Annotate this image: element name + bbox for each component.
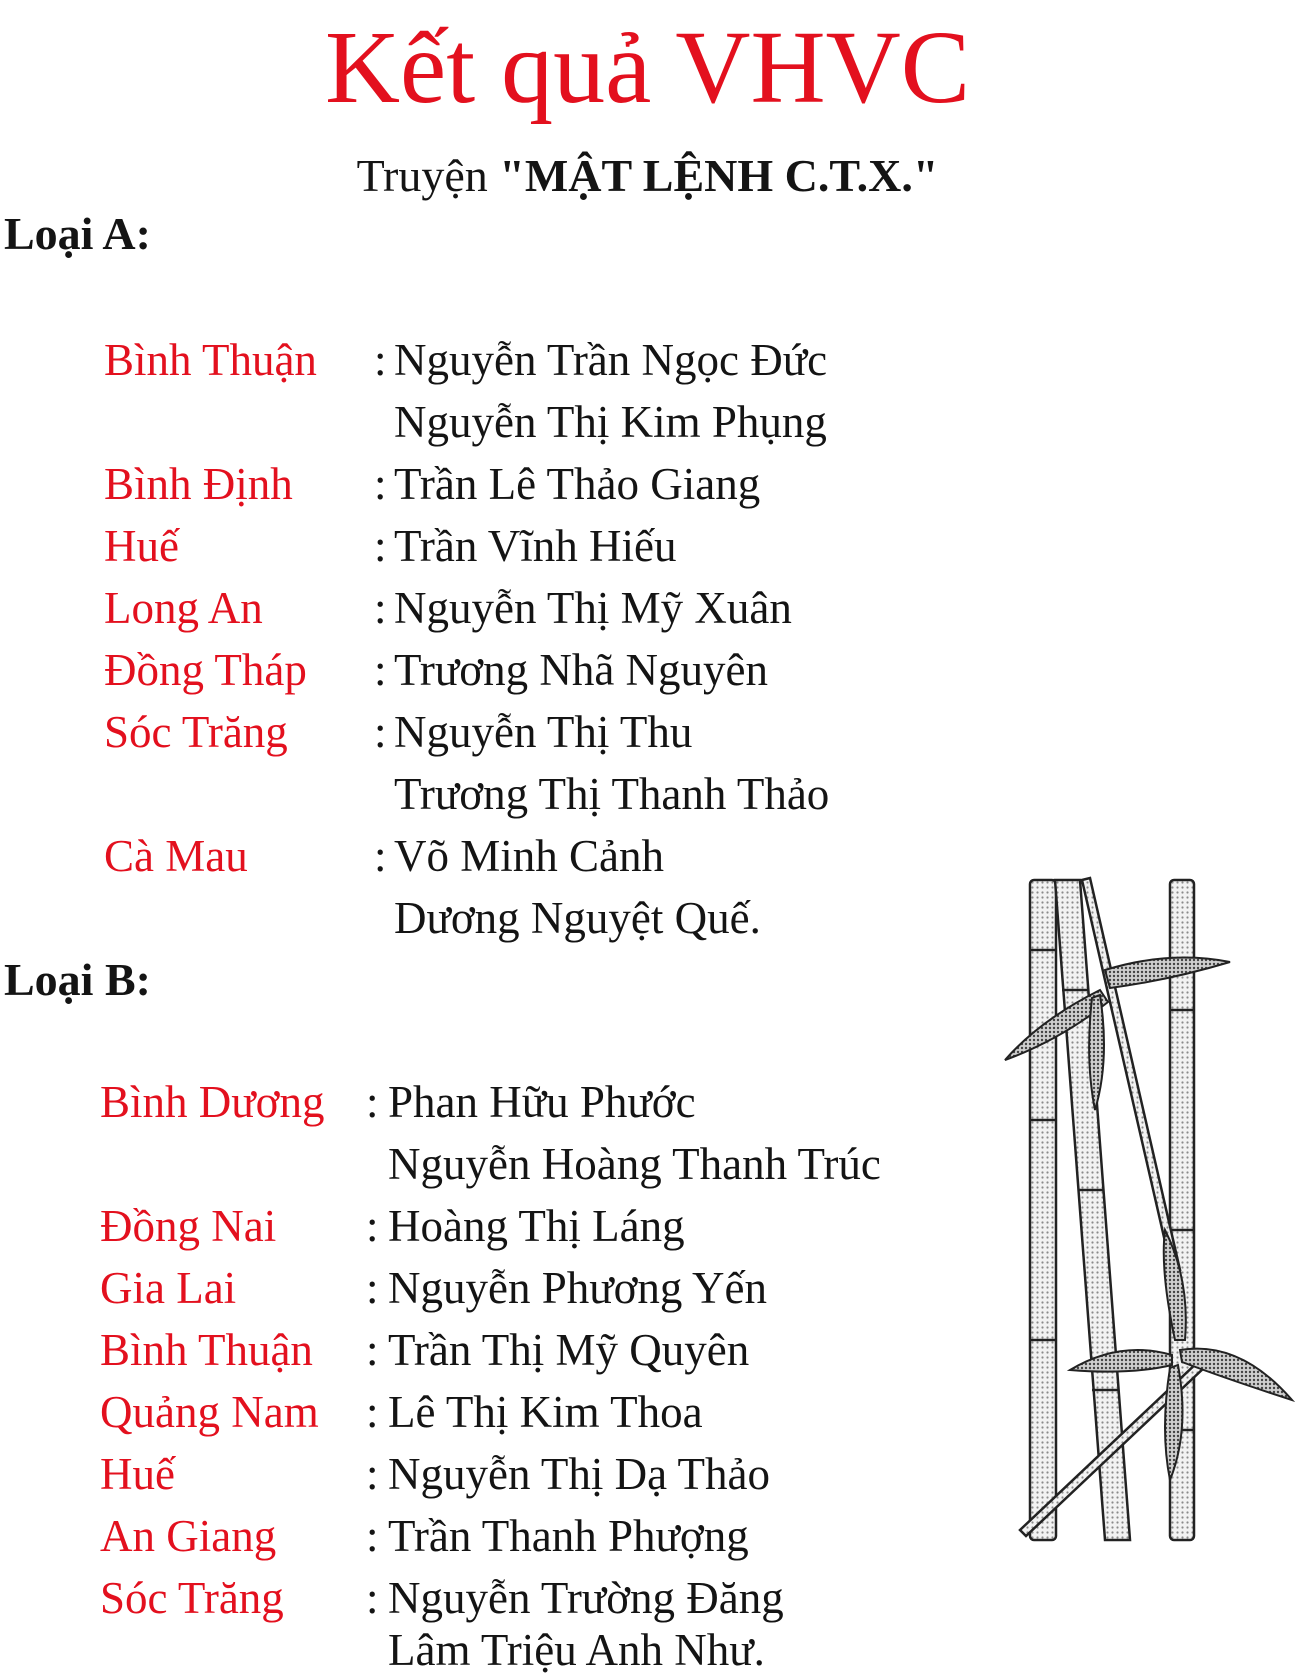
province-name: Bình Thuận	[100, 1325, 313, 1375]
page-title: Kết quả VHVC	[324, 10, 971, 125]
province-name: Long An	[104, 583, 263, 633]
section-heading-a: Loại A:	[4, 208, 151, 259]
winner-name: Dương Nguyệt Quế.	[394, 893, 761, 943]
separator-colon: :	[366, 1573, 379, 1623]
winner-name: Nguyễn Hoàng Thanh Trúc	[388, 1139, 881, 1189]
province-name: Huế	[104, 521, 179, 571]
winner-name: Trần Lê Thảo Giang	[394, 459, 761, 509]
province-name: Gia Lai	[100, 1263, 237, 1313]
separator-colon: :	[374, 583, 387, 633]
winner-name: Lâm Triệu Anh Như.	[388, 1625, 765, 1675]
province-name: Bình Thuận	[104, 335, 317, 385]
separator-colon: :	[366, 1387, 379, 1437]
province-name: Bình Định	[104, 459, 293, 509]
separator-colon: :	[366, 1077, 379, 1127]
separator-colon: :	[366, 1201, 379, 1251]
winner-name: Nguyễn Thị Mỹ Xuân	[394, 583, 792, 633]
separator-colon: :	[366, 1449, 379, 1499]
winner-name: Nguyễn Thị Kim Phụng	[394, 397, 827, 447]
winner-name: Phan Hữu Phước	[388, 1077, 696, 1127]
winner-name: Nguyễn Trần Ngọc Đức	[394, 335, 828, 385]
separator-colon: :	[374, 459, 387, 509]
winner-name: Nguyễn Phương Yến	[388, 1263, 767, 1313]
winner-name: Hoàng Thị Láng	[388, 1201, 685, 1251]
province-name: Sóc Trăng	[104, 707, 288, 757]
separator-colon: :	[366, 1263, 379, 1313]
winner-name: Nguyễn Thị Dạ Thảo	[388, 1449, 771, 1499]
story-subtitle	[0, 146, 1295, 206]
subtitle-prefix: Truyện	[356, 150, 500, 201]
winner-name: Nguyễn Thị Thu	[394, 707, 693, 757]
separator-colon: :	[374, 645, 387, 695]
winner-name: Lê Thị Kim Thoa	[388, 1387, 703, 1437]
winner-name: Nguyễn Trường Đăng	[388, 1573, 784, 1623]
province-name: Huế	[100, 1449, 175, 1499]
separator-colon: :	[366, 1325, 379, 1375]
separator-colon: :	[374, 831, 387, 881]
province-name: Đồng Nai	[100, 1201, 277, 1251]
separator-colon: :	[374, 521, 387, 571]
story-name: "MẬT LỆNH C.T.X."	[499, 150, 939, 201]
winner-name: Võ Minh Cảnh	[394, 831, 664, 881]
section-heading-b: Loại B:	[4, 954, 151, 1005]
province-name: Sóc Trăng	[100, 1573, 284, 1623]
bamboo-illustration-icon	[1000, 870, 1295, 1550]
separator-colon: :	[374, 707, 387, 757]
winner-name: Trương Thị Thanh Thảo	[394, 769, 830, 819]
province-name: Đồng Tháp	[104, 645, 307, 695]
winner-name: Trần Thanh Phượng	[388, 1511, 749, 1561]
province-name: An Giang	[100, 1511, 277, 1561]
winner-name: Trần Thị Mỹ Quyên	[388, 1325, 750, 1375]
separator-colon: :	[374, 335, 387, 385]
province-name: Quảng Nam	[100, 1387, 319, 1437]
winner-name: Trương Nhã Nguyên	[394, 645, 769, 695]
separator-colon: :	[366, 1511, 379, 1561]
winner-name: Trần Vĩnh Hiếu	[394, 521, 677, 571]
province-name: Bình Dương	[100, 1077, 325, 1127]
province-name: Cà Mau	[104, 831, 248, 881]
